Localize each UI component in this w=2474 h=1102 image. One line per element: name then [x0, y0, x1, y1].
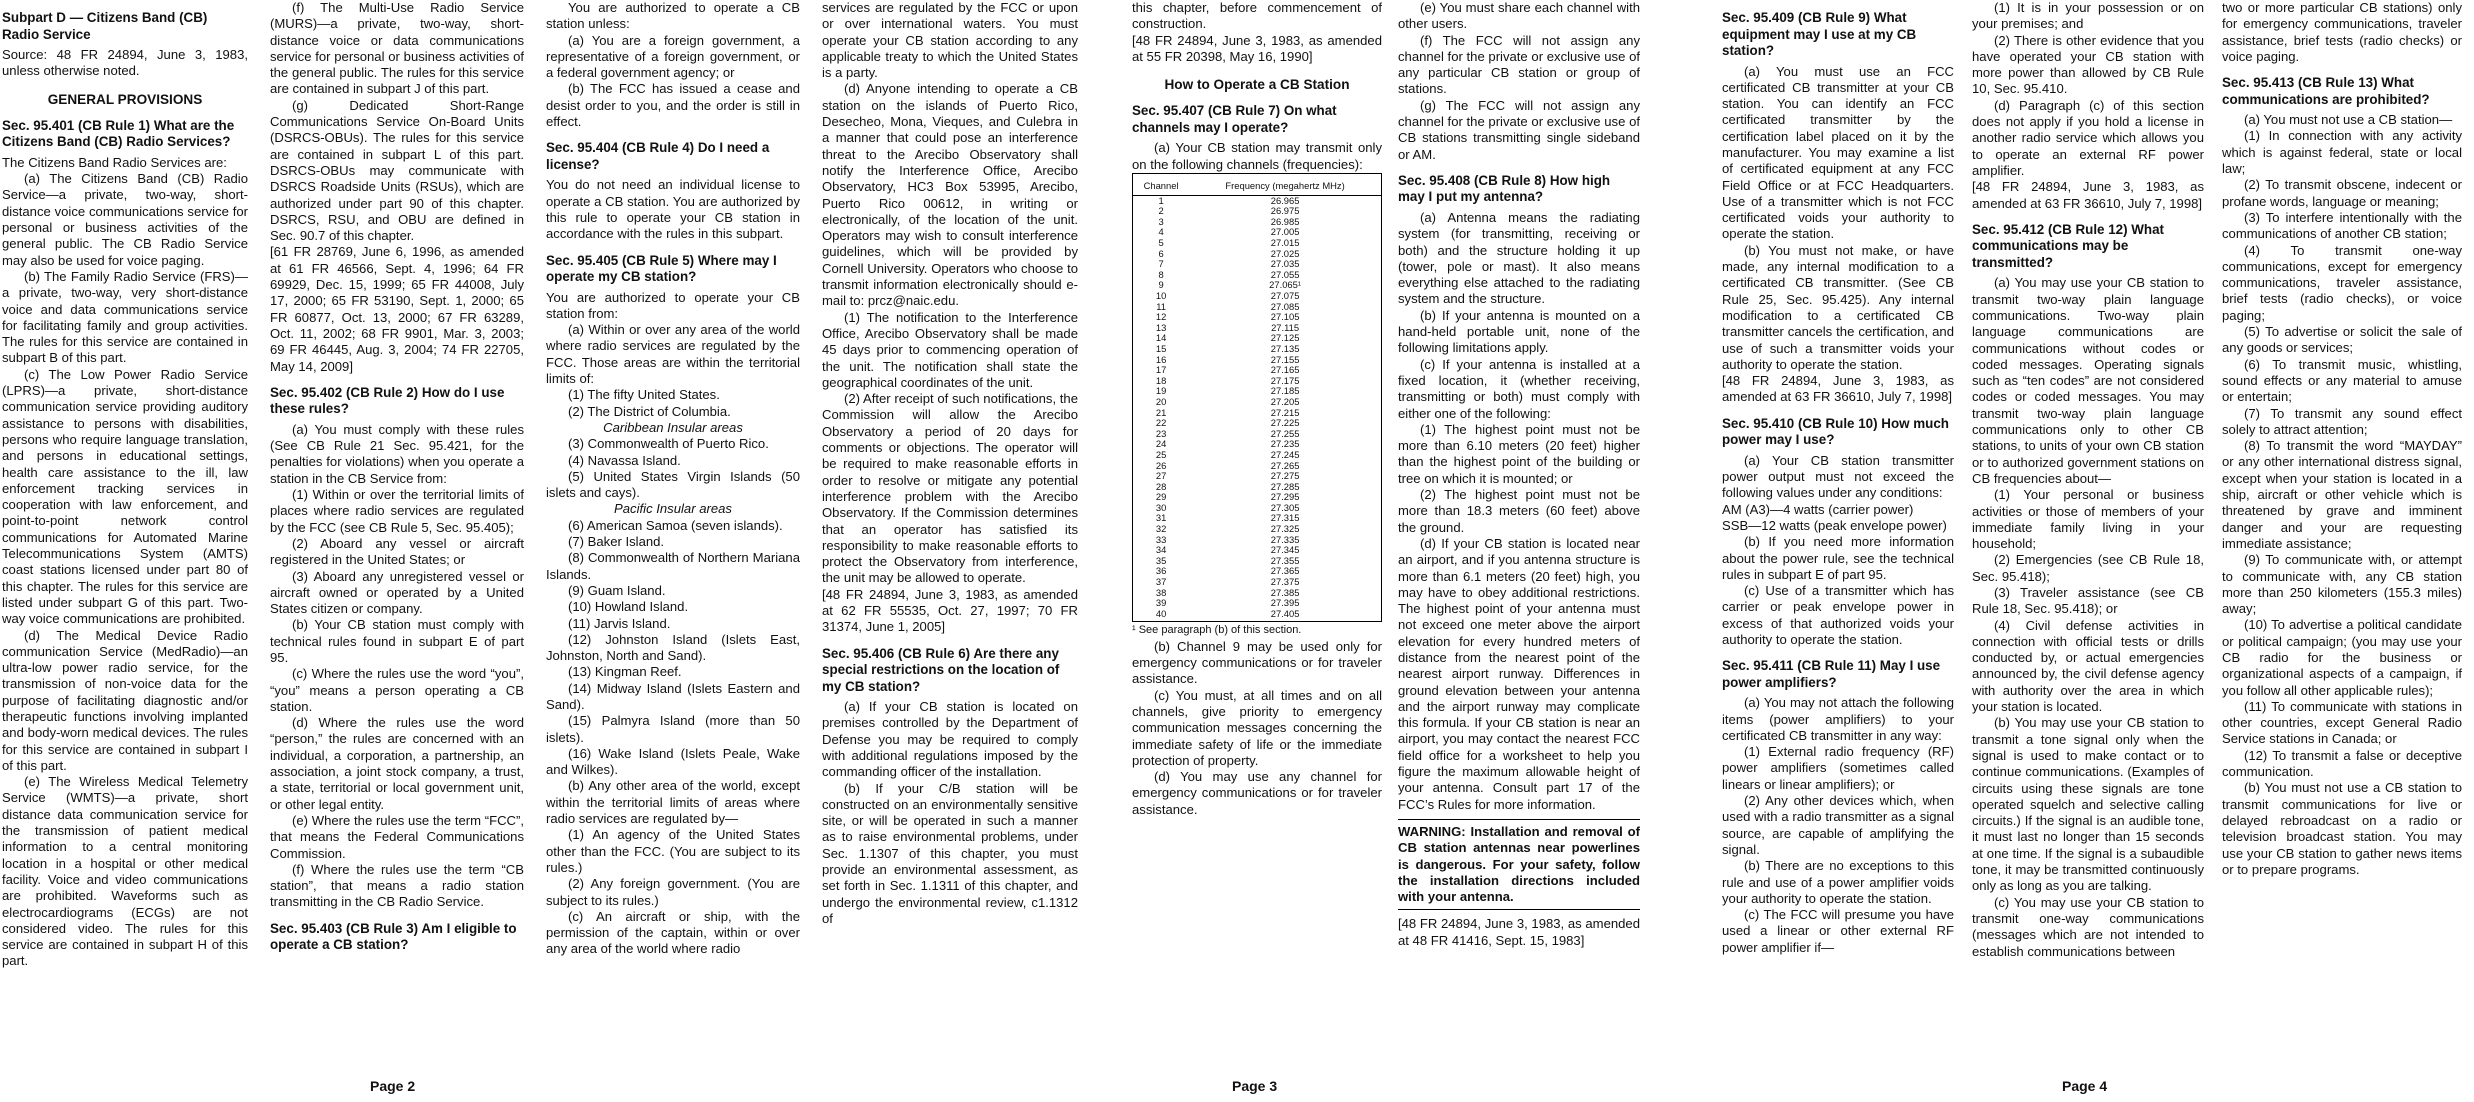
section-heading: Sec. 95.409 (CB Rule 9) What equipment may I use at my CB station? — [1722, 10, 1917, 58]
paragraph: (c) An aircraft or ship, with the permission of the captain, within or over any area of the world where radio — [546, 908, 800, 957]
paragraph: (a) You may use your CB station to transmit two-way plain language communications. Two-way plain language communications are communications without codes or coded messages. Operating signals such as “ten codes” are not considered codes or coded messages. You may transmit two-way plain language communications only to other CB stations, to units of your own CB station or to authorized government stations on CB frequencies about— — [1972, 275, 2204, 486]
channel-number: 21 — [1155, 406, 1167, 418]
channel-frequency: 27.345 — [1270, 544, 1300, 556]
channel-number: 13 — [1155, 321, 1167, 333]
paragraph: The Citizens Band Radio Services are: — [2, 154, 227, 170]
channel-table-header: Channel — [1133, 178, 1189, 195]
channel-frequency: 27.265 — [1270, 459, 1300, 471]
paragraph: [48 FR 24894, June 3, 1983, as amended at 63 FR 36610, July 7, 1998] — [1972, 179, 2204, 211]
channel-frequency: 27.335 — [1270, 533, 1300, 545]
channel-row — [1133, 513, 1381, 524]
page-4 — [1722, 0, 2474, 1102]
section-heading: Sec. 95.408 (CB Rule 8) How high may I put my antenna? — [1398, 172, 1611, 205]
channel-number: 23 — [1155, 427, 1167, 439]
paragraph: (c) The Low Power Radio Service (LPRS)—a private, short-distance communication service providing auditory assistance to persons with disabilities, persons who require language translation, and persons in educational settings, health care assistance to the ill, law enforcement tracking services in cooperation with law enforcement, and point-to-point network control communications for Automated Marine Telecommunications System (AMTS) coast stations licensed under part 80 of this chapter. The rules for this service are listed under subpart G of this part. Two-way voice communications are prohibited. — [2, 366, 248, 627]
channel-row — [1133, 217, 1381, 228]
channel-row — [1133, 365, 1381, 376]
paragraph: (b) If your antenna is mounted on a hand-held portable unit, none of the following limitations apply. — [1398, 307, 1640, 356]
channel-row — [1133, 376, 1381, 387]
paragraph: (2) There is other evidence that you have operated your CB station with more power than allowed by CB Rule 10, Sec. 95.410. — [1972, 32, 2204, 97]
channel-number: 15 — [1155, 342, 1167, 354]
paragraph: (7) To transmit any sound effect solely to attract attention; — [2222, 405, 2462, 437]
paragraph: (d) If your CB station is located near an airport, and if you antenna structure is more than 6.1 meters (20 feet) high, you may have to obey additional restrictions. The highest point of your antenna must not exceed one meter above the airport elevation for every hundred meters of distance from the nearest point of the nearest airport runway. Differences in ground elevation between your antenna and the airport runway may complicate this formula. If your CB station is near an airport, you may contact the nearest FCC field office for a worksheet to help you figure the maximum allowable height of your antenna. Consult part 17 of the FCC’s Rules for more information. — [1398, 535, 1640, 812]
paragraph: (11) To communicate with stations in other countries, except General Radio Service stations in Canada; or — [2222, 698, 2462, 747]
page-3-column-1 — [822, 0, 1078, 1036]
channel-frequency: 27.365 — [1270, 565, 1300, 577]
channel-frequency: 27.105 — [1270, 311, 1300, 323]
paragraph: (1) External radio frequency (RF) power amplifiers (sometimes called linears or linear amplifiers); or — [1722, 744, 1954, 792]
paragraph: (15) Palmyra Island (more than 50 islets). — [546, 713, 800, 745]
channel-row — [1133, 598, 1381, 609]
paragraph: (1) The fifty United States. — [568, 387, 720, 403]
channel-frequency: 27.085 — [1270, 300, 1300, 312]
paragraph: (a) If your CB station is located on premises controlled by the Department of Defense you may be required to comply with additional regulations imposed by the commanding officer of the installation. — [822, 699, 1078, 780]
page-3-column-2 — [1132, 0, 1382, 1036]
page-3-number: Page 3 — [1232, 1078, 1278, 1094]
channel-row — [1133, 302, 1381, 313]
channel-number: 16 — [1155, 353, 1167, 365]
channel-number: 18 — [1155, 374, 1167, 386]
paragraph: (a) Your CB station may transmit only on the following channels (frequencies): — [1132, 140, 1382, 172]
paragraph: (b) Channel 9 may be used only for emergency communications or for traveler assistance. — [1132, 638, 1382, 687]
channel-row — [1133, 588, 1381, 599]
paragraph: [61 FR 28769, June 6, 1996, as amended at 61 FR 46566, Sept. 4, 1996; 64 FR 69929, Dec. 15, 1999; 65 FR 44008, July 17, 2000; 65 FR 53190, Sept. 1, 2000; 65 FR 60877, Oct. 13, 2000; 67 FR 63289, Oct. 11, 2002; 68 FR 9901, Mar. 3, 2003; 69 FR 46445, Aug. 3, 2004; 74 FR 22705, May 14, 2009] — [270, 244, 524, 374]
channel-frequency: 27.325 — [1270, 523, 1300, 535]
paragraph: (10) To advertise a political candidate or political campaign; (you may use your CB radio for the business or organizational aspects of a campaign, if you follow all other applicable rules); — [2222, 617, 2462, 698]
page-4-column-1 — [1722, 0, 1954, 1036]
paragraph: (6) To transmit music, whistling, sound effects or any material to amuse or entertain; — [2222, 356, 2462, 405]
paragraph: SSB—12 watts (peak envelope power) — [1722, 517, 1947, 533]
channel-number: 10 — [1155, 290, 1167, 302]
channel-frequency: 27.135 — [1270, 342, 1300, 354]
paragraph: (3) Commonwealth of Puerto Rico. — [568, 436, 769, 452]
channel-row — [1133, 323, 1381, 334]
paragraph: (6) American Samoa (seven islands). — [568, 517, 783, 533]
channel-table — [1132, 173, 1382, 622]
paragraph: (4) To transmit one-way communications, except for emergency communications, traveler assistance, brief tests (radio checks), or voice paging; — [2222, 242, 2462, 323]
channel-frequency: 27.405 — [1270, 607, 1300, 619]
paragraph: (b) The FCC has issued a cease and desist order to you, and the order is still in effect. — [546, 81, 800, 130]
paragraph: (2) Any other devices which, when used with a radio transmitter as a signal source, are capable of amplifying the signal. — [1722, 793, 1954, 857]
paragraph: two or more particular CB stations) only for emergency communications, traveler assistance, brief tests (radio checks) or voice paging. — [2222, 0, 2462, 64]
paragraph: (g) The FCC will not assign any channel for the private or exclusive use of CB stations transmitting single sideband or AM. — [1398, 97, 1640, 162]
channel-number: 1 — [1158, 194, 1164, 206]
paragraph: (5) United States Virgin Islands (50 islets and cays). — [546, 468, 800, 501]
paragraph: (14) Midway Island (Islets Eastern and Sand). — [546, 680, 800, 712]
paragraph: AM (A3)—4 watts (carrier power) — [1722, 501, 1914, 517]
channel-frequency: 27.035 — [1270, 258, 1300, 270]
paragraph: (c) Use of a transmitter which has carrier or peak envelope power in excess of that authorized voids your authority to operate the station. — [1722, 583, 1954, 647]
channel-number: 34 — [1155, 544, 1167, 556]
channel-number: 35 — [1155, 554, 1167, 566]
channel-row — [1133, 492, 1381, 503]
channel-row — [1133, 397, 1381, 408]
channel-frequency: 27.295 — [1270, 491, 1300, 503]
paragraph: You do not need an individual license to operate a CB station. You are authorized by this rule to operate your CB station in accordance with the rules in this subpart. — [546, 177, 800, 242]
channel-number: 17 — [1155, 364, 1167, 376]
paragraph: (a) Antenna means the radiating system (for transmitting, receiving or both) and the structure holding it up (tower, pole or mast). It also means everything else attached to the radiating system and the structure. — [1398, 209, 1640, 307]
channel-row — [1133, 206, 1381, 217]
channel-frequency: 27.165 — [1270, 364, 1300, 376]
channel-frequency: 27.235 — [1270, 438, 1300, 450]
paragraph: (a) You must use an FCC certificated CB transmitter at your CB station. You can identify an FCC certificated transmitter by the certification label placed on it by the manufacturer. You may examine a list of certificated equipment at any FCC Field Office or at FCC Headquarters. Use of a transmitter which is not FCC certificated voids your authority to operate the station. — [1722, 63, 1954, 242]
paragraph: (e) Where the rules use the term “FCC”, that means the Federal Communications Commission. — [270, 812, 524, 861]
channel-row — [1133, 471, 1381, 482]
channel-row — [1133, 291, 1381, 302]
channel-frequency: 27.185 — [1270, 385, 1300, 397]
paragraph: (b) If your C/B station will be constructed on an environmentally sensitive site, or will be operated in such a manner as to raise environmental problems, under Sec. 1.1307 of this chapter, you must provide an environmental assessment, as set forth in Sec. 1.1311 of this chapter, and undergo the environmental review, c1.1312 of — [822, 780, 1078, 926]
channel-row — [1133, 439, 1381, 450]
channel-number: 29 — [1155, 491, 1167, 503]
paragraph: (f) The FCC will not assign any channel for the private or exclusive use of any particular CB station or group of stations. — [1398, 32, 1640, 97]
paragraph: (8) Commonwealth of Northern Mariana Islands. — [546, 550, 800, 582]
paragraph: (8) To transmit the word “MAYDAY” or any other international distress signal, except when your station is located in a ship, aircraft or other vehicle which is threatened by grave and imminent danger and your are requesting immediate assistance; — [2222, 438, 2462, 551]
channel-row — [1133, 461, 1381, 472]
paragraph: (2) The District of Columbia. — [568, 403, 731, 419]
channel-frequency: 27.315 — [1270, 512, 1300, 524]
channel-number: 6 — [1158, 247, 1164, 259]
section-heading: Sec. 95.401 (CB Rule 1) What are the Citizens Band (CB) Radio Services? — [2, 117, 235, 150]
paragraph: (2) Emergencies (see CB Rule 18, Sec. 95.418); — [1972, 552, 2204, 584]
channel-number: 11 — [1156, 300, 1166, 312]
paragraph: (4) Navassa Island. — [568, 452, 681, 468]
channel-row — [1133, 429, 1381, 440]
paragraph: (10) Howland Island. — [568, 599, 689, 615]
channel-row — [1133, 482, 1381, 493]
paragraph: (e) You must share each channel with other users. — [1398, 0, 1640, 32]
paragraph: (3) Traveler assistance (see CB Rule 18, Sec. 95.418); or — [1972, 585, 2204, 617]
paragraph: (c) The FCC will presume you have used a linear or other external RF power amplifier if— — [1722, 907, 1954, 955]
section-heading: Sec. 95.406 (CB Rule 6) Are there any special restrictions on the location of my CB station? — [822, 645, 1060, 694]
section-heading: Sec. 95.410 (CB Rule 10) How much power may I use? — [1722, 415, 1949, 448]
channel-number: 12 — [1155, 311, 1167, 323]
channel-row — [1133, 386, 1381, 397]
paragraph: (9) Guam Island. — [568, 582, 666, 598]
page-2-number: Page 2 — [370, 1078, 416, 1094]
paragraph: (4) Civil defense activities in connection with official tests or drills conducted by, or actual emergencies announced by, the civil defense agency with authority over the area in which your station is located. — [1972, 617, 2204, 715]
paragraph: (d) You may use any channel for emergency communications or for traveler assistance. — [1132, 769, 1382, 817]
page-2-column-3 — [546, 0, 800, 1036]
paragraph: (11) Jarvis Island. — [568, 615, 671, 631]
paragraph: (1) The highest point must not be more than 6.10 meters (20 feet) higher than the highest point of the building or tree on which it is mounted; or — [1398, 421, 1640, 486]
channel-frequency: 27.225 — [1270, 417, 1300, 429]
channel-number: 4 — [1158, 226, 1164, 238]
paragraph: You are authorized to operate a CB station unless: — [546, 0, 800, 32]
channel-frequency: 27.065¹ — [1269, 279, 1301, 291]
channel-row — [1133, 535, 1381, 546]
channel-row — [1133, 408, 1381, 419]
channel-number: 19 — [1155, 385, 1167, 397]
channel-number: 33 — [1155, 533, 1167, 545]
channel-row — [1133, 450, 1381, 461]
area-subheading: Caribbean Insular areas — [603, 419, 743, 435]
channel-number: 9 — [1158, 279, 1164, 291]
paragraph: (b) Your CB station must comply with technical rules found in subpart E of part 95. — [270, 617, 524, 665]
channel-frequency: 27.115 — [1271, 321, 1300, 333]
channel-row — [1133, 280, 1381, 291]
channel-row — [1133, 524, 1381, 535]
paragraph: (g) Dedicated Short-Range Communications Service On-Board Units (DSRCS-OBUs). The rules for this service are contained in subpart L of this part. DSRCS-OBUs may communicate with DSRCS Roadside Units (RSUs), which are authorized under part 90 of this chapter. DSRCS, RSU, and OBU are defined in Sec. 90.7 of this chapter. — [270, 97, 524, 244]
channel-frequency: 27.215 — [1270, 406, 1300, 418]
section-heading: Sec. 95.411 (CB Rule 11) May I use power amplifiers? — [1722, 658, 1941, 690]
paragraph: (1) Your personal or business activities or those of members of your immediate family living in your household; — [1972, 487, 2204, 552]
channel-frequency: 26.965 — [1270, 194, 1300, 206]
divider — [1398, 909, 1640, 910]
paragraph: (7) Baker Island. — [568, 534, 665, 550]
paragraph: (a) You are a foreign government, a representative of a foreign government, or a federal government agency; or — [546, 32, 800, 81]
paragraph: (2) Aboard any vessel or aircraft registered in the United States; or — [270, 535, 524, 568]
channel-number: 20 — [1155, 395, 1167, 407]
paragraph: (1) In connection with any activity which is against federal, state or local law; — [2222, 128, 2462, 177]
section-heading: Sec. 95.413 (CB Rule 13) What communications are prohibited? — [2222, 75, 2430, 107]
paragraph: (1) The notification to the Interference Office, Arecibo Observatory shall be made 45 days prior to commencing operation of the unit. The notification shall state the geographical coordinates of the unit. — [822, 309, 1078, 390]
channel-row — [1133, 545, 1381, 556]
channel-number: 32 — [1155, 523, 1167, 535]
paragraph: (c) You may use your CB station to transmit one-way communications (messages which are not intended to establish communications between — [1972, 894, 2204, 959]
section-heading: Sec. 95.412 (CB Rule 12) What communications may be transmitted? — [1972, 221, 2165, 270]
channel-frequency: 27.375 — [1270, 576, 1300, 588]
section-heading: Sec. 95.407 (CB Rule 7) On what channels may I operate? — [1132, 103, 1337, 135]
paragraph: (b) There are no exceptions to this rule and use of a power amplifier voids your authority to operate the station. — [1722, 858, 1954, 906]
paragraph: (5) To advertise or solicit the sale of any goods or services; — [2222, 324, 2462, 356]
channel-number: 22 — [1155, 417, 1167, 429]
channel-row — [1133, 270, 1381, 281]
channel-number: 37 — [1155, 576, 1167, 588]
page-2-column-2 — [270, 0, 524, 1036]
channel-row — [1133, 556, 1381, 567]
paragraph: (d) Anyone intending to operate a CB station on the islands of Puerto Rico, Desecheo, Mona, Vieques, and Culebra in a manner that could pose an interference threat to the Arecibo Observatory shall notify the Interference Office, Arecibo Observatory, HC3 Box 53995, Arecibo, Puerto Rico 00612, in writing or electronically, of the location of the unit. Operators may wish to consult interference guidelines, which will be provided by Cornell University. Operators who choose to transmit information electronically should e-mail to: prcz@naic.edu. — [822, 81, 1078, 309]
paragraph: (3) To interfere intentionally with the communications of another CB station; — [2222, 209, 2462, 242]
channel-number: 8 — [1158, 268, 1164, 280]
paragraph: (12) To transmit a false or deceptive communication. — [2222, 747, 2462, 780]
channel-row — [1133, 355, 1381, 366]
channel-number: 26 — [1155, 459, 1167, 471]
channel-number: 28 — [1155, 480, 1167, 492]
channel-number: 30 — [1155, 501, 1167, 513]
warning-text: WARNING: Installation and removal of CB station antennas near powerlines is dangerous. For your safety, follow the installation directions included with your antenna. — [1398, 819, 1640, 905]
paragraph: (3) Aboard any unregistered vessel or aircraft owned or operated by a United States citizen or company. — [270, 568, 524, 617]
channel-frequency: 27.055 — [1270, 268, 1300, 280]
paragraph: (b) You must not use a CB station to transmit communications for live or delayed rebroadcast on a radio or television broadcast station. You may use your CB station to gather news items or to prepare programs. — [2222, 780, 2462, 877]
paragraph: (1) It is in your possession or on your premises; and — [1972, 0, 2204, 32]
paragraph: (d) Where the rules use the word “person,” the rules are concerned with an individual, a corporation, a partnership, an association, a joint stock company, a trust, a state, territorial or local government unit, or other legal entity. — [270, 715, 524, 812]
channel-frequency: 27.355 — [1270, 554, 1300, 566]
page-4-number: Page 4 — [2062, 1078, 2108, 1094]
paragraph: (12) Johnston Island (Islets East, Johnston, North and Sand). — [546, 631, 800, 664]
paragraph: (9) To communicate with, or attempt to communicate with, any CB station more than 250 kilometers (155.3 miles) away; — [2222, 552, 2462, 617]
center-heading: GENERAL PROVISIONS — [47, 91, 203, 107]
channel-frequency: 27.155 — [1270, 353, 1300, 365]
channel-frequency: 27.205 — [1270, 395, 1300, 407]
paragraph: (f) Where the rules use the term “CB station”, that means a radio station transmitting in the CB Radio Service. — [270, 861, 524, 910]
paragraph: (d) Paragraph (c) of this section does not apply if you hold a license in another radio service which allows you to operate an external RF power amplifier. — [1972, 97, 2204, 178]
channel-frequency: 27.255 — [1270, 427, 1300, 439]
paragraph: [48 FR 24894, June 3, 1983, as amended at 55 FR 20398, May 16, 1990] — [1132, 32, 1382, 64]
paragraph: (b) You may use your CB station to transmit a tone signal only when the signal is used to make contact or to continue communications. (Examples of circuits using these signals are tone operated squelch and selective calling circuits.) If the signal is an audible tone, it must last no longer than 15 seconds at one time. If the signal is a subaudible tone, it may be transmitted continuously only as long as you are talking. — [1972, 715, 2204, 894]
channel-number: 5 — [1158, 237, 1164, 249]
channel-frequency: 27.015 — [1270, 237, 1300, 249]
channel-frequency: 27.025 — [1270, 247, 1300, 259]
channel-table-header: Frequency (megahertz MHz) — [1189, 178, 1381, 195]
paragraph: (c) You must, at all times and on all channels, give priority to emergency communication messages concerning the immediate safety of life or the immediate protection of property. — [1132, 687, 1382, 768]
paragraph: this chapter, before commencement of construction. — [1132, 0, 1382, 32]
channel-row — [1133, 344, 1381, 355]
channel-number: 27 — [1155, 470, 1167, 482]
channel-number: 31 — [1155, 512, 1167, 524]
channel-frequency: 27.125 — [1270, 332, 1300, 344]
page-2-column-1 — [2, 0, 248, 1036]
channel-number: 7 — [1158, 258, 1164, 270]
page-4-column-2 — [1972, 0, 2204, 1036]
paragraph: (13) Kingman Reef. — [568, 664, 682, 680]
channel-row — [1133, 227, 1381, 238]
channel-frequency: 27.075 — [1270, 290, 1300, 302]
channel-number: 36 — [1155, 565, 1167, 577]
channel-row — [1133, 609, 1381, 620]
paragraph: (c) If your antenna is installed at a fixed location, it (whether receiving, transmitting or both) must comply with either one of the following: — [1398, 356, 1640, 421]
channel-frequency: 27.285 — [1270, 480, 1300, 492]
paragraph: (2) To transmit obscene, indecent or profane words, language or meaning; — [2222, 177, 2462, 209]
channel-frequency: 27.175 — [1270, 374, 1300, 386]
channel-frequency: 27.385 — [1270, 586, 1300, 598]
paragraph: (b) If you need more information about the power rule, see the technical rules in subpart E of part 95. — [1722, 534, 1954, 582]
channel-frequency: 27.275 — [1270, 470, 1300, 482]
paragraph: (a) You must comply with these rules (See CB Rule 21 Sec. 95.421, for the penalties for violations) when you operate a station in the CB Service from: — [270, 421, 524, 486]
area-subheading: Pacific Insular areas — [614, 501, 732, 517]
paragraph: (16) Wake Island (Islets Peale, Wake and Wilkes). — [546, 745, 800, 778]
paragraph: (b) The Family Radio Service (FRS)—a private, two-way, very short-distance voice and data communications service for facilitating family and group activities. The rules for this service are contained in subpart B of this part. — [2, 268, 248, 366]
paragraph: (a) The Citizens Band (CB) Radio Service—a private, two-way, short-distance voice communications service for personal or business activities of the general public. The CB Radio Service may also be used for voice paging. — [2, 171, 248, 268]
channel-number: 40 — [1155, 607, 1167, 619]
section-heading: Sec. 95.402 (CB Rule 2) How do I use these rules? — [270, 384, 505, 417]
paragraph: (a) You may not attach the following items (power amplifiers) to your certificated CB transmitter in any way: — [1722, 695, 1954, 743]
channel-frequency: 27.245 — [1270, 448, 1300, 460]
paragraph: services are regulated by the FCC or upon or over international waters. You must operate your CB station according to any applicable treaty to which the United States is a party. — [822, 0, 1078, 81]
paragraph: (1) Within or over the territorial limits of places where radio services are regulated by the FCC (see CB Rule 5, Sec. 95.405); — [270, 487, 524, 535]
channel-row — [1133, 238, 1381, 249]
channel-number: 39 — [1155, 597, 1167, 609]
paragraph: (b) You must not make, or have made, any internal modification to a certificated CB transmitter. (See CB Rule 25, Sec. 95.425). Any internal modification to a certificated CB transmitter cancels the certification, and use of such a transmitter voids your authority to operate the station. — [1722, 242, 1954, 372]
channel-row — [1133, 577, 1381, 588]
channel-frequency: 27.305 — [1270, 501, 1300, 513]
channel-number: 24 — [1155, 438, 1167, 450]
channel-row — [1133, 503, 1381, 514]
section-heading: Sec. 95.403 (CB Rule 3) Am I eligible to operate a CB station? — [270, 920, 517, 953]
page-3-column-3 — [1398, 0, 1640, 1036]
citation-note: [48 FR 24894, June 3, 1983, as amended at 48 FR 41416, Sept. 15, 1983] — [1398, 916, 1640, 948]
center-heading: How to Operate a CB Station — [1164, 77, 1350, 93]
channel-row — [1133, 333, 1381, 344]
page-3 — [820, 0, 1640, 1102]
channel-frequency: 26.975 — [1270, 205, 1300, 217]
paragraph: (b) Any other area of the world, except within the territorial limits of areas where radio services are regulated by— — [546, 778, 800, 827]
channel-frequency: 27.395 — [1270, 597, 1300, 609]
paragraph: (1) An agency of the United States other than the FCC. (You are subject to its rules.) — [546, 827, 800, 875]
channel-number: 2 — [1158, 205, 1164, 217]
paragraph: You are authorized to operate your CB station from: — [546, 289, 800, 321]
paragraph: (a) Within or over any area of the world where radio services are regulated by the FCC. Those areas are within the territorial limits of: — [546, 322, 800, 387]
channel-row — [1133, 259, 1381, 270]
paragraph: (a) Your CB station transmitter power output must not exceed the following values under any conditions: — [1722, 452, 1954, 501]
paragraph: (d) The Medical Device Radio communication Service (MedRadio)—an ultra-low power radio service, for the transmission of non-voice data for the purpose of facilitating diagnostic and/or therapeutic functions involving implanted and body-worn medical devices. The rules for this service are contained in subpart I of this part. — [2, 627, 248, 773]
paragraph: [48 FR 24894, June 3, 1983, as amended at 63 FR 36610, July 7, 1998] — [1722, 373, 1954, 405]
channel-number: 3 — [1158, 215, 1164, 227]
paragraph: (2) Any foreign government. (You are subject to its rules.) — [546, 876, 800, 908]
section-heading: Sec. 95.405 (CB Rule 5) Where may I operate my CB station? — [546, 252, 777, 285]
paragraph: (2) The highest point must not be more than 18.3 meters (60 feet) above the ground. — [1398, 487, 1640, 535]
paragraph: (e) The Wireless Medical Telemetry Service (WMTS)—a private, short distance data communication service for the transmission of patient medical information to a central monitoring location in a hospital or other medical facility. Voice and video communications are prohibited. Waveforms such as electrocardiograms (ECGs) are not considered video. The rules for this service are contained in subpart H of this part. — [2, 774, 248, 969]
channel-number: 38 — [1155, 586, 1167, 598]
channel-row — [1133, 312, 1381, 323]
page-4-column-3 — [2222, 0, 2462, 1036]
channel-row — [1133, 249, 1381, 260]
table-footnote: ¹ See paragraph (b) of this section. — [1132, 624, 1302, 637]
channel-number: 25 — [1155, 448, 1167, 460]
channel-row — [1133, 566, 1381, 577]
channel-number: 14 — [1155, 332, 1167, 344]
paragraph: [48 FR 24894, June 3, 1983, as amended at 62 FR 55535, Oct. 27, 1997; 70 FR 31374, June 1, 2005] — [822, 586, 1078, 635]
channel-row — [1133, 195, 1381, 206]
paragraph: (a) You must not use a CB station— — [2244, 112, 2453, 128]
channel-frequency: 27.005 — [1270, 226, 1300, 238]
paragraph: (2) After receipt of such notifications, the Commission will allow the Arecibo Observatory a period of 20 days for comments or objections. The operator will be required to make reasonable efforts in order to resolve or mitigate any potential interference problem with the Arecibo Observatory. If the Commission determines that an operator has satisfied its responsibility to make reasonable efforts to protect the Observatory from interference, the unit may be allowed to operate. — [822, 391, 1078, 586]
paragraph: Source: 48 FR 24894, June 3, 1983, unless otherwise noted. — [2, 47, 248, 79]
section-heading: Subpart D — Citizens Band (CB) Radio Service — [2, 10, 208, 42]
channel-frequency: 26.985 — [1270, 215, 1300, 227]
paragraph: (f) The Multi-Use Radio Service (MURS)—a private, two-way, short-distance voice or data communications service for personal or business activities of the general public. The rules for this service are contained in subpart J of this part. — [270, 0, 524, 97]
section-heading: Sec. 95.404 (CB Rule 4) Do I need a license? — [546, 140, 770, 172]
page-2 — [0, 0, 820, 1102]
channel-row — [1133, 418, 1381, 429]
paragraph: (c) Where the rules use the word “you”, “you” means a person operating a CB station. — [270, 666, 524, 714]
